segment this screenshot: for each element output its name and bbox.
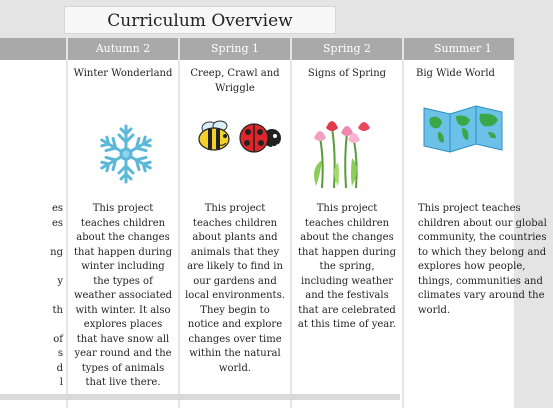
world-map-icon [404, 98, 514, 198]
column-description: es es ng y th of s d l [50, 203, 63, 388]
column-description: This project teaches children about plants and animals that they are likely to find in our gardens and local environments. They begin to notice and explore changes over time within the natural world. [185, 203, 285, 374]
curriculum-grid [0, 38, 547, 408]
column-title: Winter Wonderland [73, 68, 173, 79]
column-description: This project teaches children about the changes that happen during the spring, including weather and the festivals that are celebrated at this time of year. [297, 203, 397, 330]
column-autumn-2 [68, 38, 178, 408]
column-partial [0, 38, 66, 408]
column-header: Spring 2 [292, 38, 402, 60]
bottom-edge [0, 394, 400, 400]
column-title: Signs of Spring [307, 68, 387, 79]
column-image [0, 98, 66, 198]
column-description: This project teaches children about our global community, the countries to which they belong and explores how people, things, communities and climates vary around the world. [418, 203, 547, 316]
tulips-icon [292, 98, 402, 198]
bee-and-ladybird-icon [180, 98, 290, 198]
column-spring-1 [180, 38, 290, 408]
column-header: Spring 1 [180, 38, 290, 60]
column-summer-1 [404, 38, 547, 408]
column-title [0, 60, 66, 98]
column-spring-2 [292, 38, 402, 408]
page-title: Curriculum Overview [64, 6, 336, 34]
column-header [0, 38, 66, 60]
snowflake-icon [68, 98, 178, 198]
column-title: Creep, Crawl and Wriggle [190, 68, 280, 94]
column-title: Big Wide World [416, 68, 495, 79]
column-header: Summer 1 [404, 38, 514, 60]
column-header: Autumn 2 [68, 38, 178, 60]
column-description: This project teaches children about the changes that happen during winter including the types of weather associated with winter. It also explores places that have snow all year round and the types of animals that live there. [73, 203, 173, 388]
